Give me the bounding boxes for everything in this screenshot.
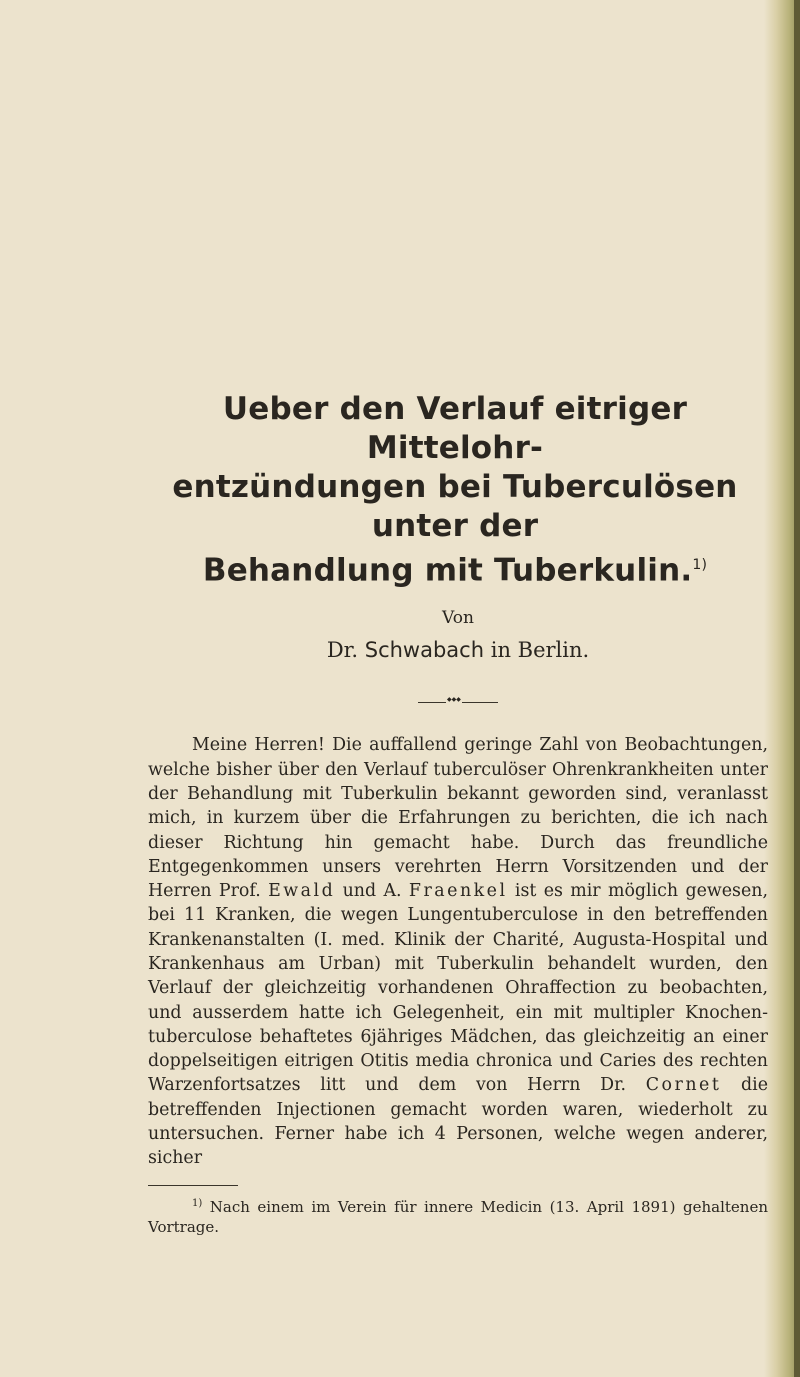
byline-von: Von (442, 608, 474, 629)
paragraph-part-3: ist es mir möglich gewesen, bei 11 Kranken, die wegen Lungentuberculose in den betreffenden Krankenanstalten (I. med. Klinik der Charité, Augusta-Hospital und Krankenhaus am Urban) mit Tuberkulin behandelt wurden, den Verlauf der gleichzeitig vorhandenen Ohraffection zu beobachten, und ausserdem hatte ich Gelegenheit, ein mit multipler Knochen-tuberculose behaftetes 6jähriges Mädchen, das gleichzeitig an einer doppelseitigen eitrigen Otitis media chronica und Caries des rechten Warzenfortsatzes litt und dem von Herrn Dr. (148, 881, 769, 1096)
author-suffix: in Berlin. (490, 638, 590, 663)
article-title (142, 390, 768, 590)
footnote-text: Nach einem im Verein für innere Medicin (13. April 1891) gehaltenen Vortrage. (148, 1197, 768, 1236)
paragraph-part-4: die betreffenden Injectionen gemacht worden waren, wiederholt zu untersuchen. Ferner habe ich 4 Personen, welche wegen anderer, sicher (148, 1075, 769, 1169)
author-prefix: Dr. (326, 638, 359, 663)
author-name: Schwabach (364, 638, 485, 663)
paragraph-part-2: und A. (342, 881, 402, 902)
title-line-2: entzündungen bei Tuberculösen unter der (172, 469, 738, 544)
ornament-divider (418, 702, 498, 703)
author-line (148, 638, 768, 662)
document-page (148, 390, 768, 1237)
body-text (148, 733, 768, 1170)
paragraph-part-1: Meine Herren! Die auffallend geringe Zahl von Beobachtungen, welche bisher über den Verlauf tuberculöser Ohrenkrankheiten unter der Behandlung mit Tuberkulin bekannt geworden sind, veranlasst mich, in kurzem über die Erfahrungen zu berichten, die ich nach dieser Richtung hin gemacht habe. Durch das freundliche Entgegenkommen unsers verehrten Herrn Vorsitzenden und der Herren Prof. (148, 735, 768, 902)
name-ewald: Ewald (268, 881, 336, 902)
page-edge (764, 0, 800, 1377)
title-line-3: Behandlung mit Tuberkulin. (202, 552, 693, 589)
name-cornet: Cornet (645, 1075, 722, 1096)
footnote-marker: 1) (192, 1197, 203, 1209)
footnote (148, 1194, 768, 1237)
name-fraenkel: Fraenkel (408, 881, 508, 902)
title-footnote-marker: 1) (692, 557, 708, 573)
footnote-rule (148, 1185, 238, 1186)
title-line-1: Ueber den Verlauf eitriger Mittelohr- (222, 391, 688, 466)
paragraph (148, 733, 768, 1170)
